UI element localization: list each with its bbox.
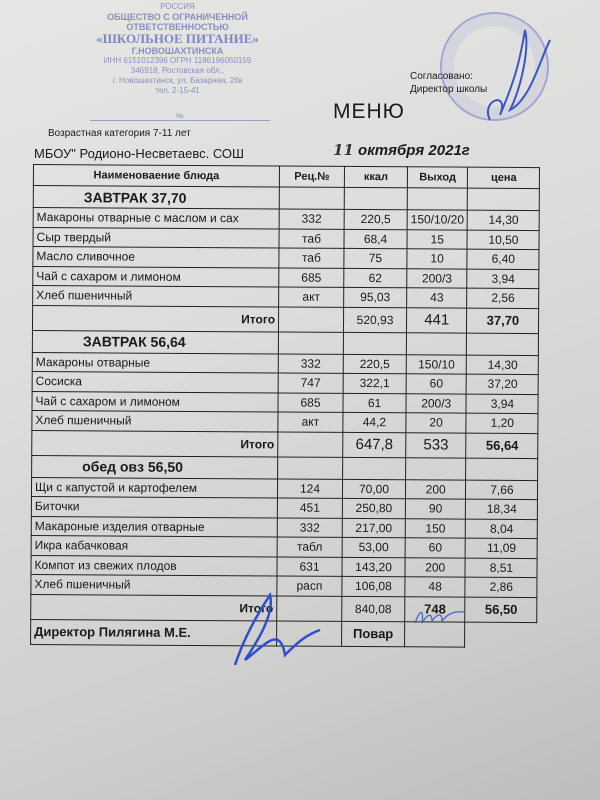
price: 3,94: [467, 269, 539, 289]
date-month-year: октября 2021г: [353, 142, 470, 159]
date-day: 11: [333, 141, 354, 159]
recipe-number: 332: [279, 209, 344, 229]
empty-cell: [343, 332, 406, 354]
total-row: [32, 430, 539, 458]
price: 14,30: [467, 210, 539, 230]
price: 37,20: [466, 374, 538, 394]
price: 18,34: [466, 499, 538, 519]
recipe-number: 451: [277, 498, 342, 518]
output: 15: [407, 229, 468, 249]
dish-name: Масло сливочное: [33, 247, 279, 268]
price: 14,30: [467, 355, 539, 375]
price: 6,40: [467, 249, 539, 269]
empty-cell: [278, 457, 343, 479]
recipe-number: 685: [278, 393, 343, 413]
recipe-number: акт: [278, 412, 343, 432]
price: 1,20: [466, 413, 538, 433]
total-label: Итого: [32, 430, 278, 457]
output: 60: [405, 538, 466, 558]
price: 8,04: [466, 519, 538, 539]
approval-block: [410, 70, 487, 96]
empty-cell: [277, 620, 342, 645]
kcal: 106,08: [342, 576, 405, 596]
empty-cell: [406, 332, 467, 354]
empty-cell: [278, 332, 343, 354]
kcal: 53,00: [342, 537, 405, 557]
total-row: [31, 594, 538, 622]
empty-cell: [407, 188, 468, 210]
signature-row: [31, 619, 538, 647]
output: 200: [405, 557, 466, 577]
cook-signature-cell: [405, 621, 466, 646]
price: 8,51: [465, 558, 537, 578]
empty-cell: [406, 457, 467, 479]
recipe-number: 747: [278, 373, 343, 393]
cook-label: Повар: [342, 621, 405, 646]
total-label: Итого: [31, 594, 277, 621]
school-name: МБОУ" Родионо-Несветаевс. СОШ: [34, 146, 244, 161]
recipe-number: 124: [277, 478, 342, 498]
kcal: 61: [343, 393, 406, 413]
approval-line1: Согласовано:: [410, 71, 473, 82]
section-title: обед овз 56,50: [32, 455, 278, 479]
stamp-city: Г.НОВОШАХТИНСКА: [131, 46, 224, 56]
kcal: 322,1: [343, 373, 406, 393]
kcal: 62: [344, 268, 407, 288]
dish-name: Икра кабачковая: [31, 535, 277, 556]
header-dish-name: Наименоваение блюда: [33, 165, 279, 188]
section-title: ЗАВТРАК 37,70: [33, 186, 279, 210]
price: 2,56: [467, 288, 539, 308]
organization-stamp: [75, 2, 280, 96]
total-kcal: 647,8: [343, 432, 406, 457]
header-price: цена: [468, 167, 540, 188]
total-kcal: 520,93: [343, 307, 406, 332]
price: 3,94: [466, 394, 538, 414]
total-output: 441: [406, 307, 467, 332]
age-category: Возрастная категория 7-11 лет: [48, 128, 191, 139]
output: 90: [405, 499, 466, 519]
empty-cell: [278, 432, 343, 457]
output: 48: [405, 577, 466, 597]
output: 150/10: [406, 354, 467, 374]
section-header-row: [32, 455, 539, 480]
recipe-number: 332: [277, 517, 342, 537]
recipe-number: табл: [277, 537, 342, 557]
empty-cell: [278, 307, 343, 332]
dish-name: Макароные изделия отварные: [31, 516, 277, 537]
stamp-phone: тел. 2-15-41: [155, 86, 200, 95]
recipe-number: 332: [278, 354, 343, 374]
output: 43: [407, 288, 468, 308]
price: 7,66: [466, 480, 538, 500]
menu-date: [333, 141, 470, 159]
dish-name: Биточки: [31, 496, 277, 517]
header-output: Выход: [407, 167, 468, 188]
output: 10: [407, 249, 468, 269]
page-title: МЕНЮ: [333, 100, 405, 123]
dish-name: Сосиска: [32, 371, 278, 392]
stamp-org-line2: ОТВЕТСТВЕННОСТЬЮ: [126, 22, 229, 32]
price: 10,50: [467, 230, 539, 250]
total-row: [32, 305, 539, 333]
dish-name: Щи с капустой и картофелем: [31, 477, 277, 498]
empty-cell: [279, 187, 344, 209]
output: 200/3: [407, 268, 468, 288]
stamp-ids: ИНН 6151012396 ОГРН 1186196050159: [103, 56, 252, 65]
output: 60: [406, 374, 467, 394]
total-price: 56,50: [465, 597, 537, 622]
stamp-address2: г. Новошахтинск, ул. Базарная, 26к: [112, 76, 243, 85]
kcal: 143,20: [342, 557, 405, 577]
recipe-number: акт: [279, 287, 344, 307]
empty-cell: [467, 333, 539, 355]
menu-table: [30, 164, 540, 648]
approval-line2: Директор школы: [410, 84, 488, 95]
dish-name: Сыр твердый: [33, 227, 279, 248]
kcal: 220,5: [343, 354, 406, 374]
empty-cell: [468, 188, 540, 210]
round-seal-stamp: [440, 12, 549, 121]
output: 20: [406, 413, 467, 433]
recipe-number: 631: [277, 556, 342, 576]
kcal: 75: [344, 248, 407, 268]
dish-name: Хлеб пшеничный: [33, 286, 279, 307]
output: 150/10/20: [407, 210, 468, 230]
stamp-reg-number: №: [90, 113, 270, 121]
output: 150: [405, 518, 466, 538]
kcal: 44,2: [343, 412, 406, 432]
header-kcal: ккал: [344, 166, 407, 187]
header-recipe-number: Рец.№: [279, 166, 344, 187]
dish-name: Макароны отварные с маслом и сах: [33, 208, 279, 229]
section-header-row: [32, 330, 539, 355]
price: 2,86: [465, 577, 537, 597]
total-price: 56,64: [466, 433, 538, 458]
kcal: 68,4: [344, 229, 407, 249]
section-header-row: [33, 186, 540, 211]
total-label: Итого: [32, 305, 278, 332]
recipe-number: таб: [279, 229, 344, 249]
stamp-address1: 346918, Ростовская обл.,: [130, 66, 225, 75]
price: 11,09: [465, 538, 537, 558]
empty-cell: [344, 187, 407, 209]
dish-name: Хлеб пшеничный: [32, 410, 278, 431]
dish-name: Макароны отварные: [32, 352, 278, 373]
output: 200/3: [406, 393, 467, 413]
empty-cell: [466, 458, 538, 480]
kcal: 95,03: [344, 287, 407, 307]
kcal: 250,80: [342, 498, 405, 518]
recipe-number: таб: [279, 248, 344, 268]
dish-name: Чай с сахаром и лимоном: [32, 391, 278, 412]
recipe-number: расп: [277, 576, 342, 596]
dish-name: Чай с сахаром и лимоном: [33, 266, 279, 287]
kcal: 217,00: [342, 518, 405, 538]
kcal: 220,5: [344, 209, 407, 229]
total-output: 533: [406, 432, 467, 457]
total-kcal: 840,08: [342, 596, 405, 621]
output: 200: [405, 479, 466, 499]
total-price: 37,70: [467, 308, 539, 333]
stamp-country: РОССИЯ: [160, 2, 195, 11]
stamp-org-line1: ОБЩЕСТВО С ОГРАНИЧЕННОЙ: [107, 12, 248, 22]
dish-name: Компот из свежих плодов: [31, 555, 277, 576]
director-name: Директор Пилягина М.Е.: [31, 619, 277, 646]
empty-cell: [343, 457, 406, 479]
stamp-org-name: «ШКОЛЬНОЕ ПИТАНИЕ»: [96, 31, 259, 46]
empty-cell: [277, 595, 342, 620]
kcal: 70,00: [342, 479, 405, 499]
total-output: 748: [405, 596, 466, 621]
recipe-number: 685: [279, 268, 344, 288]
section-title: ЗАВТРАК 56,64: [32, 330, 278, 354]
dish-name: Хлеб пшеничный: [31, 574, 277, 595]
